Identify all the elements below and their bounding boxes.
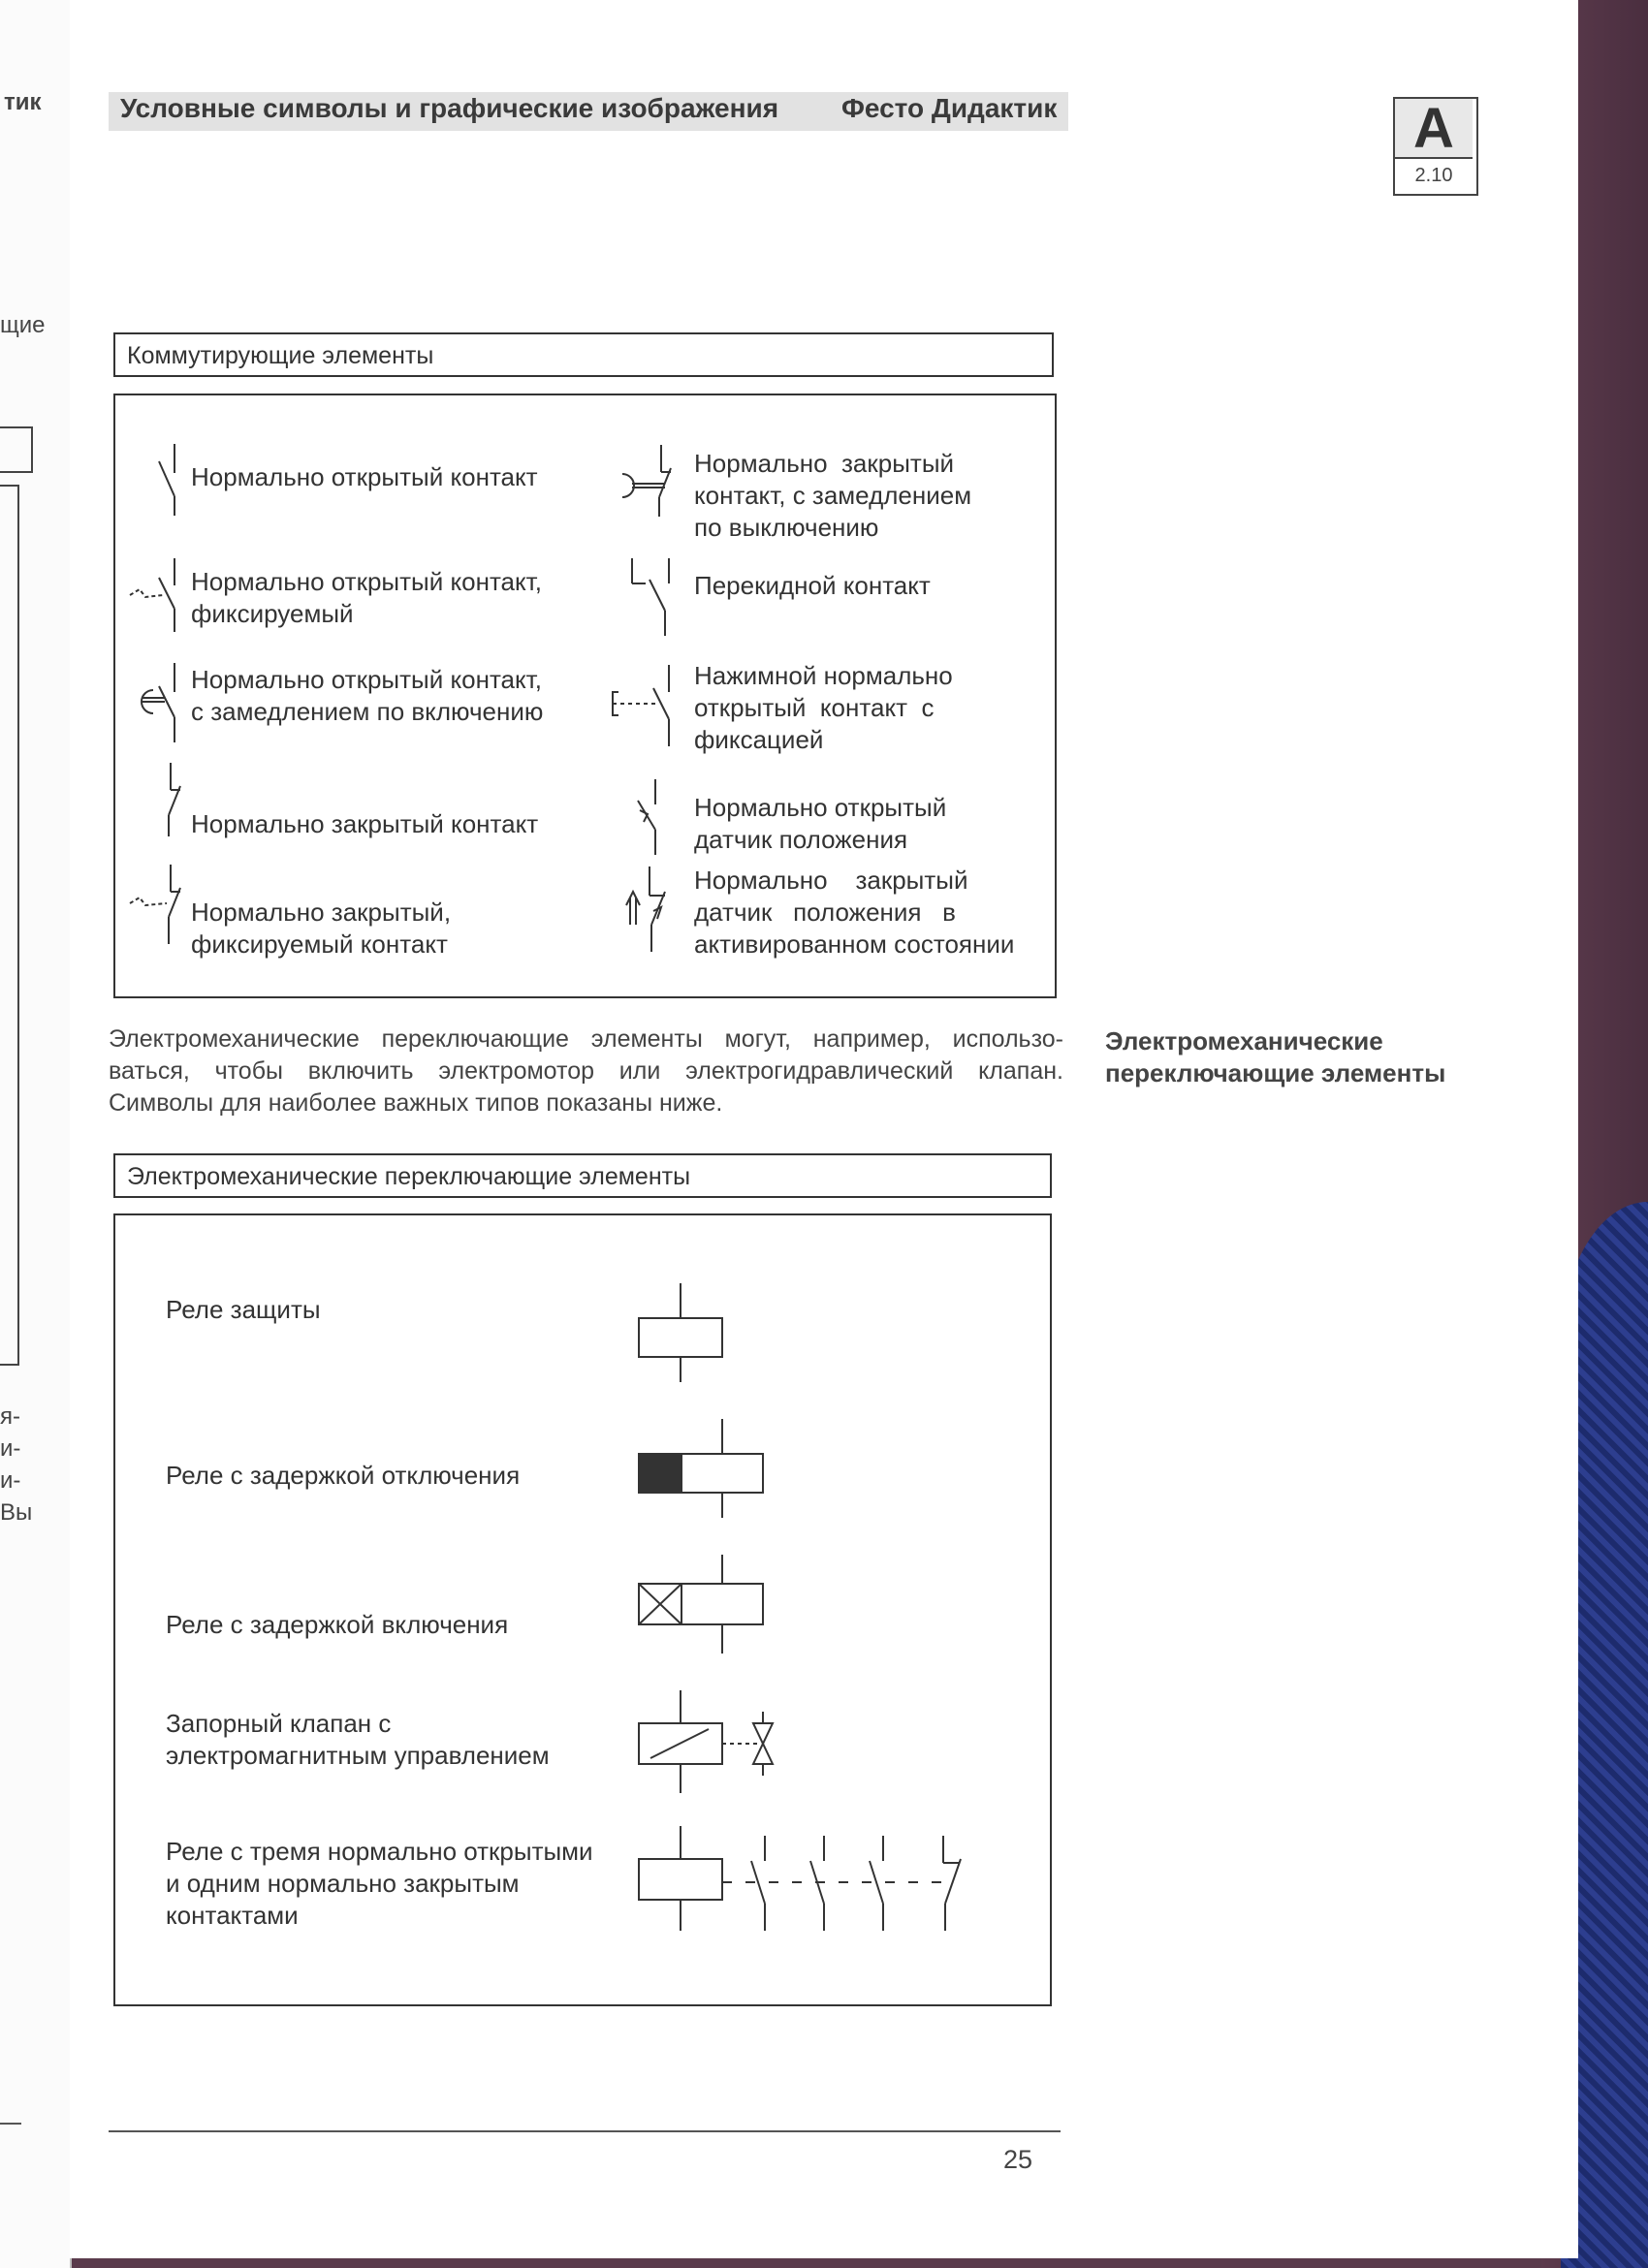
normally-closed-contact-icon: [143, 761, 188, 838]
left-page-rule: [0, 2123, 21, 2125]
page-number: 25: [1002, 2145, 1033, 2174]
symbol-label: Нормально закрытый, фиксируемый контакт: [191, 898, 452, 959]
left-page-text: Вы: [0, 1499, 33, 1526]
relay-with-contacts-icon: [635, 1822, 974, 1938]
switching-section-title: Коммутирующие элементы: [113, 332, 1054, 377]
symbol-label: Нормально закрытый контакт, с замедлением по выключению: [694, 449, 972, 542]
delayed-off-contact-icon: [617, 441, 684, 519]
left-page-text: тик: [4, 89, 42, 115]
symbol-label: Запорный клапан с электромагнитным управлением: [166, 1709, 550, 1770]
body-paragraph: Электромеханические переключающие элементы могут, например, использо-ваться, чтобы включить электромотор или электрогидравлический клапан. Символы для наиболее важных типов показаны ниже.: [109, 1025, 1063, 1117]
symbol-label: Нажимной нормально открытый контакт с фиксацией: [694, 661, 953, 754]
protection-relay-icon: [635, 1279, 732, 1386]
symbol-label: Перекидной контакт: [694, 571, 931, 600]
symbol-label: Нормально открытый датчик положения: [694, 793, 947, 854]
on-delay-relay-icon: [635, 1551, 771, 1657]
footer-rule: [109, 2130, 1061, 2132]
latching-closed-contact-icon: [126, 861, 188, 948]
left-page-text: и-: [0, 1467, 21, 1494]
left-page-box: [0, 485, 19, 1366]
symbol-label: Реле с задержкой включения: [166, 1610, 509, 1639]
changeover-contact-icon: [620, 554, 684, 640]
position-sensor-closed-icon: [617, 863, 684, 960]
delayed-on-contact-icon: [132, 659, 188, 746]
solenoid-shutoff-valve-icon: [635, 1688, 780, 1795]
push-latching-contact-icon: [607, 661, 684, 750]
section-tab-letter: A: [1395, 99, 1473, 159]
left-page-text: щие: [0, 312, 46, 338]
header-title: Условные символы и графические изображения: [120, 93, 779, 123]
left-page-text: и-: [0, 1435, 21, 1462]
section-tab-number: 2.10: [1414, 165, 1453, 186]
electromech-section-title: Электромеханические переключающие элементы: [113, 1153, 1052, 1198]
left-page-edge: [0, 0, 72, 2268]
left-page-box: [0, 426, 33, 473]
side-note: Электромеханические переключающие элементы: [1105, 1026, 1446, 1087]
normally-open-contact-icon: [143, 436, 188, 523]
symbol-label: Реле с тремя нормально открытыми и одним нормально закрытым контактами: [166, 1837, 593, 1930]
left-page-text: я-: [0, 1403, 20, 1430]
symbol-label: Нормально закрытый датчик положения в активированном состоянии: [694, 866, 1015, 959]
symbol-label: Реле защиты: [166, 1295, 321, 1324]
off-delay-relay-icon: [635, 1415, 771, 1522]
position-sensor-open-icon: [620, 775, 684, 861]
symbol-label: Нормально закрытый контакт: [191, 809, 539, 838]
symbol-label: Нормально открытый контакт, с замедлением по включению: [191, 665, 544, 726]
symbol-label: Реле с задержкой отключения: [166, 1461, 521, 1490]
header-publisher: Фесто Дидактик: [841, 93, 1058, 123]
symbol-label: Нормально открытый контакт: [191, 462, 538, 491]
symbol-label: Нормально открытый контакт, фиксируемый: [191, 567, 542, 628]
latching-open-contact-icon: [126, 552, 188, 640]
